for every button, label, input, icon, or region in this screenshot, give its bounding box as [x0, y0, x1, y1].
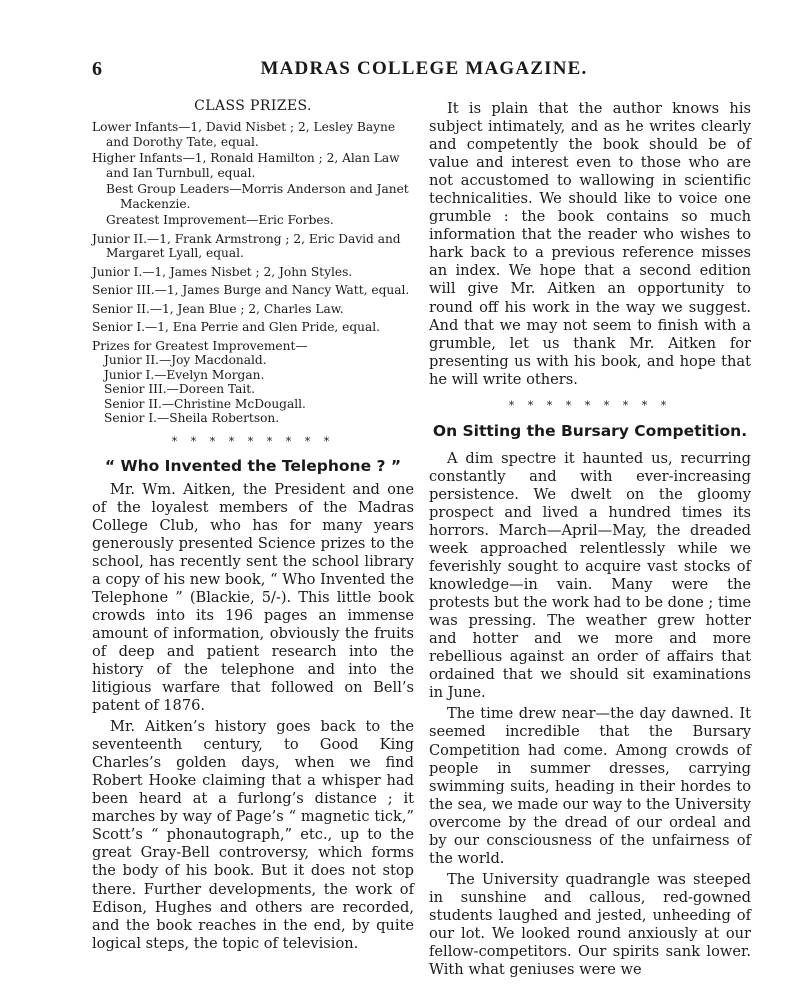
prize-entry: Senior I.—1, Ena Perrie and Glen Pride, equal. — [92, 320, 381, 334]
improvement-entry: Junior II.—Joy Macdonald. — [104, 353, 267, 367]
prize-entry: Best Group Leaders—Morris Anderson and Janet Mackenzie. — [106, 182, 409, 211]
section-separator: * * * * * * * * * — [171, 434, 335, 448]
article-paragraph: It is plain that the author knows his subject intimately, and as he writes clearly and competently the book should be of value and interest even to those who are not accustomed to wallowing in scientific technicalities. We should like to voice one grumble : the book contains so much information that the reader who wishes to hark back to a previous reference misses an index. We hope that a second edition will give Mr. Aitken an opportunity to round off his work in the way we suggest. And that we may not seem to finish with a grumble, let us thank Mr. Aitken for presenting us with his book, and hope that he will write others. — [429, 100, 751, 388]
page-number: 6 — [92, 58, 102, 80]
magazine-title: MADRAS COLLEGE MAGAZINE. — [260, 58, 588, 79]
article-paragraph: Mr. Wm. Aitken, the President and one of the loyalest members of the Madras College Club, who has for many years generously presented Science prizes to the school, has recently sent the school library a copy of his new book, “ Who Invented the Telephone ” (Blackie, 5/-). This little book crowds into its 196 pages an immense amount of information, obviously the fruits of deep and patient research into the history of the telephone and into the litigious warfare that followed on Bell’s patent of 1876. — [92, 480, 414, 715]
prize-entry: Greatest Improvement—Eric Forbes. — [106, 213, 334, 227]
greatest-improvement-heading: Prizes for Greatest Improvement— — [92, 338, 308, 353]
telephone-article-title: “ Who Invented the Telephone ? ” — [104, 456, 402, 475]
prize-entry: Higher Infants—1, Ronald Hamilton ; 2, Alan Law and Ian Turnbull, equal. — [92, 151, 400, 180]
improvement-entry: Senior III.—Doreen Tait. — [104, 382, 256, 396]
class-prizes-list — [92, 120, 414, 426]
prize-entry: Lower Infants—1, David Nisbet ; 2, Lesley Bayne and Dorothy Tate, equal. — [92, 120, 396, 149]
section-separator: * * * * * * * * * — [508, 398, 672, 412]
prize-entry: Senior II.—1, Jean Blue ; 2, Charles Law. — [92, 301, 344, 316]
improvement-entry: Junior I.—Evelyn Morgan. — [104, 367, 265, 382]
left-column — [92, 98, 414, 953]
right-column — [429, 100, 751, 979]
prize-entry: Junior II.—1, Frank Armstrong ; 2, Eric David and Margaret Lyall, equal. — [92, 231, 401, 260]
article-paragraph: A dim spectre it haunted us, recurring constantly and with ever-increasing persistence. We dwelt on the gloomy prospect and lived a hundred times its horrors. March—April—May, the dreaded week approached relentlessly while we feverishly sought to acquire vast stocks of knowledge—in vain. Many were the protests but the work had to be done ; time was pressing. The weather grew hotter and hotter and we more and more rebellious against an order of affairs that ordained that we should sit examinations in June. — [429, 449, 751, 702]
prize-entry: Junior I.—1, James Nisbet ; 2, John Styles. — [92, 264, 353, 279]
page-header — [92, 58, 756, 88]
bursary-article-title: On Sitting the Bursary Competition. — [432, 421, 748, 440]
improvement-entry: Senior I.—Sheila Robertson. — [104, 411, 280, 425]
class-prizes-title: CLASS PRIZES. — [194, 98, 312, 114]
article-paragraph: The time drew near—the day dawned. It seemed incredible that the Bursary Competition had come. Among crowds of people in summer dresses, carrying swimming suits, heading in their hordes to the sea, we made our way to the University overcome by the dread of our ordeal and by our consciousness of the unfairness of the world. — [429, 705, 751, 867]
improvement-entry: Senior II.—Christine McDougall. — [104, 396, 306, 411]
article-paragraph: The University quadrangle was steeped in sunshine and callous, red-gowned students laughed and jested, unheeding of our lot. We looked round anxiously at our fellow-competitors. Our spirits sank lower. With what geniuses were we — [429, 870, 751, 979]
prize-entry: Senior III.—1, James Burge and Nancy Watt, equal. — [92, 283, 410, 297]
article-paragraph: Mr. Aitken’s history goes back to the seventeenth century, to Good King Charles’s golden days, when we find Robert Hooke claiming that a whisper had been heard at a furlong’s distance ; it marches by way of Page’s “ magnetic tick,” Scott’s “ phonautograph,” etc., up to the great Gray-Bell controversy, which forms the body of his book. But it does not stop there. Further developments, the work of Edison, Hughes and others are recorded, and the book reaches in the end, by quite logical steps, the topic of television. — [92, 718, 414, 952]
